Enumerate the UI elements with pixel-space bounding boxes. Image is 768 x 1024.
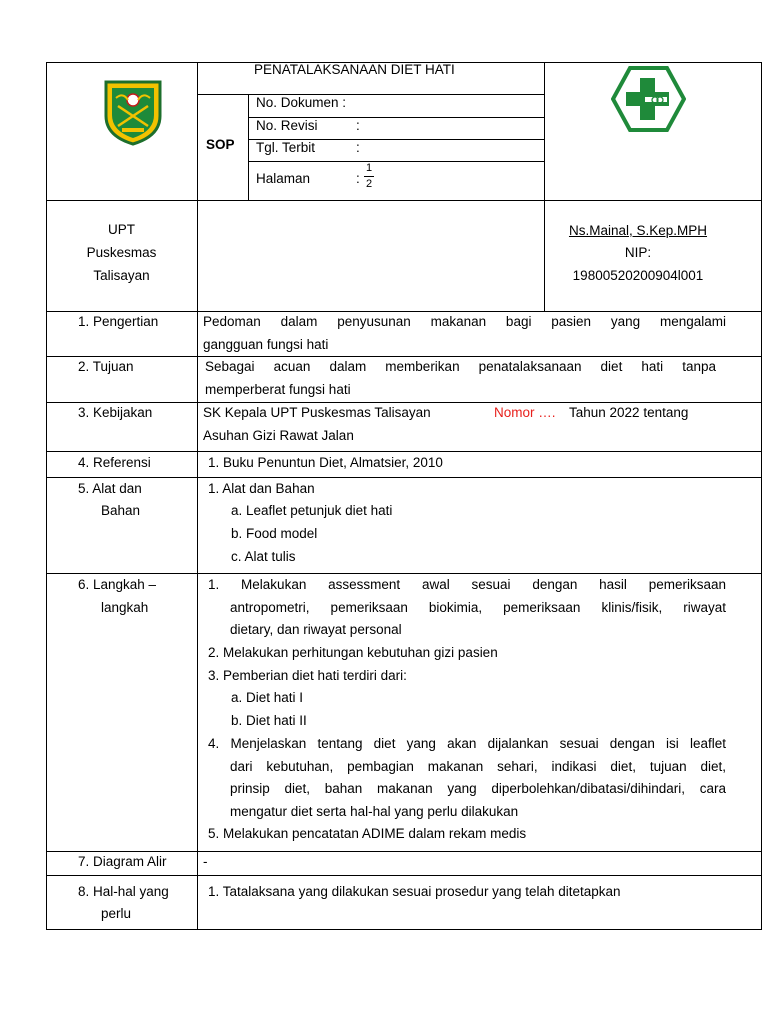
field-divider <box>248 161 544 162</box>
page-total: 2 <box>365 178 373 190</box>
row-text: memperberat fungsi hati <box>205 382 351 397</box>
row-divider <box>46 200 762 201</box>
list-item: dari kebutuhan, pembagian makanan sehari, indikasi diet, tujuan diet, <box>230 759 726 774</box>
table-border-bottom <box>46 929 762 930</box>
row-label-hal-hal: 8. Hal-hal yang <box>78 884 169 899</box>
row-text: Sebagai acuan dalam memberikan penatalaksanaan diet hati tanpa <box>205 359 716 374</box>
row-text: gangguan fungsi hati <box>203 337 329 352</box>
list-item: a. Diet hati I <box>231 690 304 705</box>
field-colon: : <box>356 171 360 186</box>
list-item: 1. Melakukan assessment awal sesuai dengan hasil pemeriksaan <box>208 577 726 592</box>
field-tgl-terbit: Tgl. Terbit <box>256 140 316 155</box>
list-item: 1. Alat dan Bahan <box>208 481 315 496</box>
column-divider <box>197 62 198 930</box>
row-text: 1. Buku Penuntun Diet, Almatsier, 2010 <box>208 455 443 470</box>
row-divider <box>46 477 762 478</box>
row-label-langkah: 6. Langkah – <box>78 577 157 592</box>
regency-emblem-logo <box>98 76 168 146</box>
list-item: c. Alat tulis <box>231 549 296 564</box>
row-divider <box>46 311 762 312</box>
field-no-revisi: No. Revisi <box>256 118 318 133</box>
row-label-langkah: langkah <box>101 600 149 615</box>
row-text: - <box>203 854 208 869</box>
page-number: 1 <box>365 162 373 174</box>
row-divider <box>46 573 762 574</box>
row-divider <box>46 875 762 876</box>
list-item: a. Leaflet petunjuk diet hati <box>231 503 393 518</box>
policy-text-part: Tahun 2022 tentang <box>569 405 689 420</box>
row-label-hal-hal: perlu <box>101 906 132 921</box>
list-item: b. Diet hati II <box>231 713 307 728</box>
row-label-kebijakan: 3. Kebijakan <box>78 405 153 420</box>
field-halaman: Halaman <box>256 171 311 186</box>
list-item: mengatur diet serta hal-hal yang perlu dilakukan <box>230 804 519 819</box>
row-label-alat-bahan: Bahan <box>101 503 141 518</box>
field-colon: : <box>356 140 360 155</box>
document-title: PENATALAKSANAAN DIET HATI <box>254 62 455 77</box>
row-text: Asuhan Gizi Rawat Jalan <box>203 428 354 443</box>
nip-value: 19800520200904l001 <box>572 268 704 283</box>
row-label-referensi: 4. Referensi <box>78 455 151 470</box>
nip-label: NIP: <box>624 245 652 260</box>
list-item: b. Food model <box>231 526 318 541</box>
row-divider <box>46 851 762 852</box>
org-name-line: Talisayan <box>93 268 150 283</box>
org-name-line: Puskesmas <box>86 245 157 260</box>
org-name-line: UPT <box>108 222 135 237</box>
row-label-alat-bahan: 5. Alat dan <box>78 481 142 496</box>
list-item: antropometri, pemeriksaan biokimia, pemeriksaan klinis/fisik, riwayat <box>230 600 726 615</box>
list-item: dietary, dan riwayat personal <box>230 622 402 637</box>
list-item: 2. Melakukan perhitungan kebutuhan gizi pasien <box>208 645 498 660</box>
puskesmas-logo <box>611 66 686 132</box>
row-divider <box>46 356 762 357</box>
row-text: Pedoman dalam penyusunan makanan bagi pasien yang mengalami <box>203 314 726 329</box>
row-label-diagram-alir: 7. Diagram Alir <box>78 854 167 869</box>
row-divider <box>46 402 762 403</box>
field-no-dokumen: No. Dokumen : <box>256 95 347 110</box>
sop-label: SOP <box>206 137 235 152</box>
policy-number-placeholder: Nomor …. <box>494 405 556 420</box>
list-item: 1. Tatalaksana yang dilakukan sesuai prosedur yang telah ditetapkan <box>208 884 621 899</box>
field-colon: : <box>356 118 360 133</box>
list-item: prinsip diet, bahan makanan yang diperbolehkan/dibatasi/dihindari, cara <box>230 781 726 796</box>
row-divider <box>46 451 762 452</box>
list-item: 5. Melakukan pencatatan ADIME dalam rekam medis <box>208 826 527 841</box>
fraction-bar <box>364 176 374 177</box>
list-item: 4. Menjelaskan tentang diet yang akan dijalankan sesuai dengan isi leaflet <box>208 736 726 751</box>
row-label-pengertian: 1. Pengertian <box>78 314 159 329</box>
policy-text-part: SK Kepala UPT Puskesmas Talisayan <box>203 405 431 420</box>
header-title-divider <box>197 94 544 95</box>
sop-divider <box>248 94 249 201</box>
row-label-tujuan: 2. Tujuan <box>78 359 134 374</box>
list-item: 3. Pemberian diet hati terdiri dari: <box>208 668 407 683</box>
table-border-left <box>46 62 47 930</box>
table-border-right <box>761 62 762 930</box>
signer-name: Ns.Mainal, S.Kep.MPH <box>568 223 708 238</box>
